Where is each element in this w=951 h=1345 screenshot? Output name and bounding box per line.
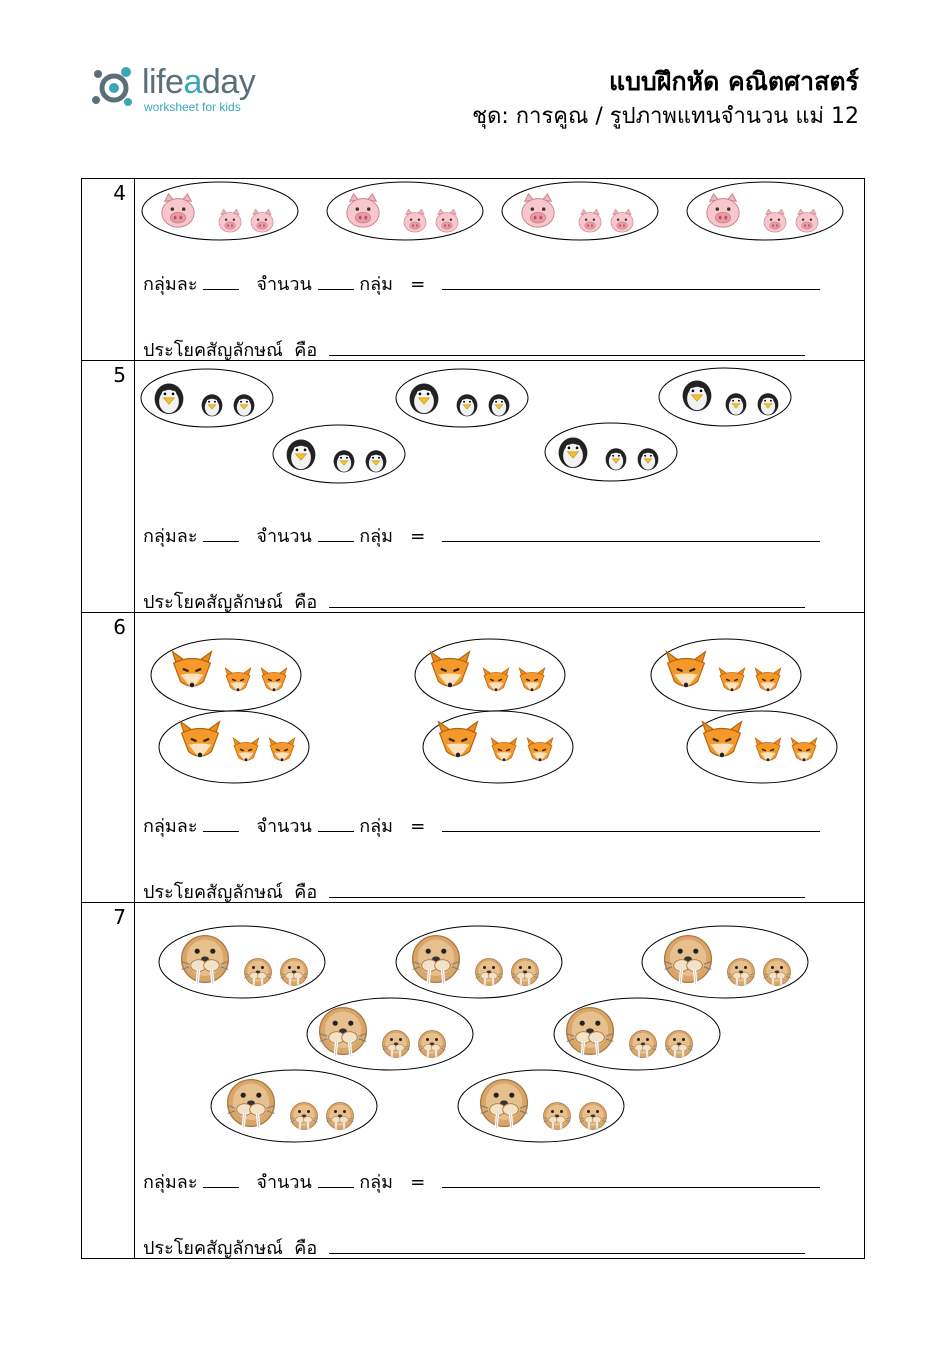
fox-icon	[719, 668, 745, 691]
fox-icon	[491, 738, 517, 761]
penguin-group	[273, 425, 405, 483]
walrus-groups-illustration	[135, 903, 864, 1153]
lifeaday-logo	[88, 60, 288, 120]
fox-icon	[519, 668, 545, 691]
penguin-icon	[457, 394, 478, 416]
number-sentence-line: ประโยคสัญลักษณ์ คือ	[143, 877, 805, 906]
pig-icon	[611, 209, 633, 232]
walrus-icon	[228, 1080, 275, 1128]
fox-icon	[702, 722, 741, 758]
answer-blank[interactable]	[442, 540, 820, 542]
pig-icon	[404, 209, 426, 232]
walrus-icon	[630, 1031, 657, 1059]
walrus-icon	[320, 1008, 367, 1056]
fox-groups-illustration	[135, 613, 864, 793]
pig-group	[687, 182, 843, 240]
penguin-icon	[638, 448, 659, 470]
problem-number: 6	[82, 613, 135, 903]
pig-icon	[436, 209, 458, 232]
pig-icon	[764, 209, 786, 232]
pig-icon	[162, 194, 194, 227]
problem-row	[82, 903, 865, 1259]
pig-icon	[219, 209, 241, 232]
fox-group	[651, 639, 801, 711]
walrus-icon	[182, 936, 229, 984]
fox-group	[415, 639, 565, 711]
walrus-group	[211, 1070, 377, 1142]
problem-number: 4	[82, 179, 135, 361]
penguin-icon	[683, 381, 712, 412]
walrus-icon	[245, 959, 272, 987]
walrus-icon	[383, 1031, 410, 1059]
number-sentence-line: ประโยคสัญลักษณ์ คือ	[143, 1233, 805, 1262]
fox-icon	[269, 738, 295, 761]
penguin-icon	[489, 394, 510, 416]
pig-icon	[251, 209, 273, 232]
pig-icon	[522, 194, 554, 227]
walrus-icon	[413, 936, 460, 984]
answer-blank[interactable]	[329, 1252, 805, 1254]
answer-blank[interactable]	[442, 1186, 820, 1188]
fox-icon	[233, 738, 259, 761]
pig-icon	[796, 209, 818, 232]
penguin-group	[396, 369, 528, 427]
problem-row	[82, 179, 865, 361]
pig-group	[327, 182, 483, 240]
penguin-icon	[234, 394, 255, 416]
answer-blank[interactable]	[318, 1186, 354, 1188]
fox-icon	[172, 652, 211, 688]
problem-content	[135, 903, 865, 1259]
walrus-group	[458, 1070, 624, 1142]
answer-blank[interactable]	[442, 830, 820, 832]
logo-tagline: worksheet for kids	[144, 100, 241, 114]
walrus-icon	[764, 959, 791, 987]
walrus-icon	[666, 1031, 693, 1059]
penguin-icon	[559, 438, 588, 469]
walrus-icon	[512, 959, 539, 987]
penguin-group	[545, 423, 677, 481]
logo-wordmark: lifeaday	[142, 63, 256, 101]
walrus-icon	[281, 959, 308, 987]
answer-blank[interactable]	[329, 354, 805, 356]
number-sentence-line: ประโยคสัญลักษณ์ คือ	[143, 587, 805, 616]
answer-blank[interactable]	[442, 288, 820, 290]
walrus-group	[307, 998, 473, 1070]
fox-icon	[755, 738, 781, 761]
walrus-group	[642, 926, 808, 998]
problem-content	[135, 179, 865, 361]
penguin-group	[659, 368, 791, 426]
walrus-icon	[544, 1103, 571, 1131]
walrus-group	[159, 926, 325, 998]
walrus-icon	[327, 1103, 354, 1131]
pig-groups-illustration	[135, 179, 864, 249]
fox-group	[151, 639, 301, 711]
penguin-icon	[334, 450, 355, 472]
pig-icon	[579, 209, 601, 232]
fox-icon	[438, 722, 477, 758]
penguin-icon	[366, 450, 387, 472]
logo-molecule-icon	[88, 60, 142, 114]
problem-content	[135, 361, 865, 613]
fox-group	[687, 711, 837, 783]
pig-group	[142, 182, 298, 240]
walrus-icon	[476, 959, 503, 987]
penguin-icon	[155, 384, 184, 415]
problem-row	[82, 613, 865, 903]
fox-icon	[791, 738, 817, 761]
page-subtitle: ชุด: การคูณ / รูปภาพแทนจำนวน แม่ 12	[472, 104, 859, 129]
answer-blank[interactable]	[203, 830, 239, 832]
penguin-icon	[410, 384, 439, 415]
walrus-group	[554, 998, 720, 1070]
penguin-icon	[287, 440, 316, 471]
fox-icon	[666, 652, 705, 688]
group-count-line: กลุ่มละ จำนวน กลุ่ม =	[143, 811, 820, 840]
fox-icon	[483, 668, 509, 691]
walrus-group	[396, 926, 562, 998]
pig-icon	[707, 194, 739, 227]
penguin-icon	[758, 393, 779, 415]
answer-blank[interactable]	[203, 1186, 239, 1188]
penguin-icon	[726, 393, 747, 415]
penguin-group	[141, 369, 273, 427]
problem-number: 7	[82, 903, 135, 1259]
fox-icon	[527, 738, 553, 761]
answer-blank[interactable]	[203, 540, 239, 542]
problem-content	[135, 613, 865, 903]
group-count-line: กลุ่มละ จำนวน กลุ่ม =	[143, 269, 820, 298]
pig-icon	[347, 194, 379, 227]
answer-blank[interactable]	[329, 606, 805, 608]
answer-blank[interactable]	[318, 540, 354, 542]
fox-icon	[180, 722, 219, 758]
walrus-icon	[580, 1103, 607, 1131]
worksheet-table	[81, 178, 865, 1259]
walrus-icon	[291, 1103, 318, 1131]
number-sentence-line: ประโยคสัญลักษณ์ คือ	[143, 335, 805, 364]
penguin-icon	[202, 394, 223, 416]
page-title: แบบฝึกหัด คณิตศาสตร์	[608, 67, 859, 96]
fox-icon	[261, 668, 287, 691]
fox-group	[423, 711, 573, 783]
pig-group	[502, 182, 658, 240]
problem-number: 5	[82, 361, 135, 613]
walrus-icon	[419, 1031, 446, 1059]
group-count-line: กลุ่มละ จำนวน กลุ่ม =	[143, 521, 820, 550]
answer-blank[interactable]	[203, 288, 239, 290]
walrus-icon	[665, 936, 712, 984]
group-count-line: กลุ่มละ จำนวน กลุ่ม =	[143, 1167, 820, 1196]
problem-row	[82, 361, 865, 613]
walrus-icon	[728, 959, 755, 987]
fox-icon	[225, 668, 251, 691]
fox-icon	[755, 668, 781, 691]
penguin-groups-illustration	[135, 361, 864, 501]
penguin-icon	[606, 448, 627, 470]
fox-group	[159, 711, 309, 783]
answer-blank[interactable]	[329, 896, 805, 898]
walrus-icon	[567, 1008, 614, 1056]
fox-icon	[430, 652, 469, 688]
answer-blank[interactable]	[318, 830, 354, 832]
answer-blank[interactable]	[318, 288, 354, 290]
walrus-icon	[481, 1080, 528, 1128]
